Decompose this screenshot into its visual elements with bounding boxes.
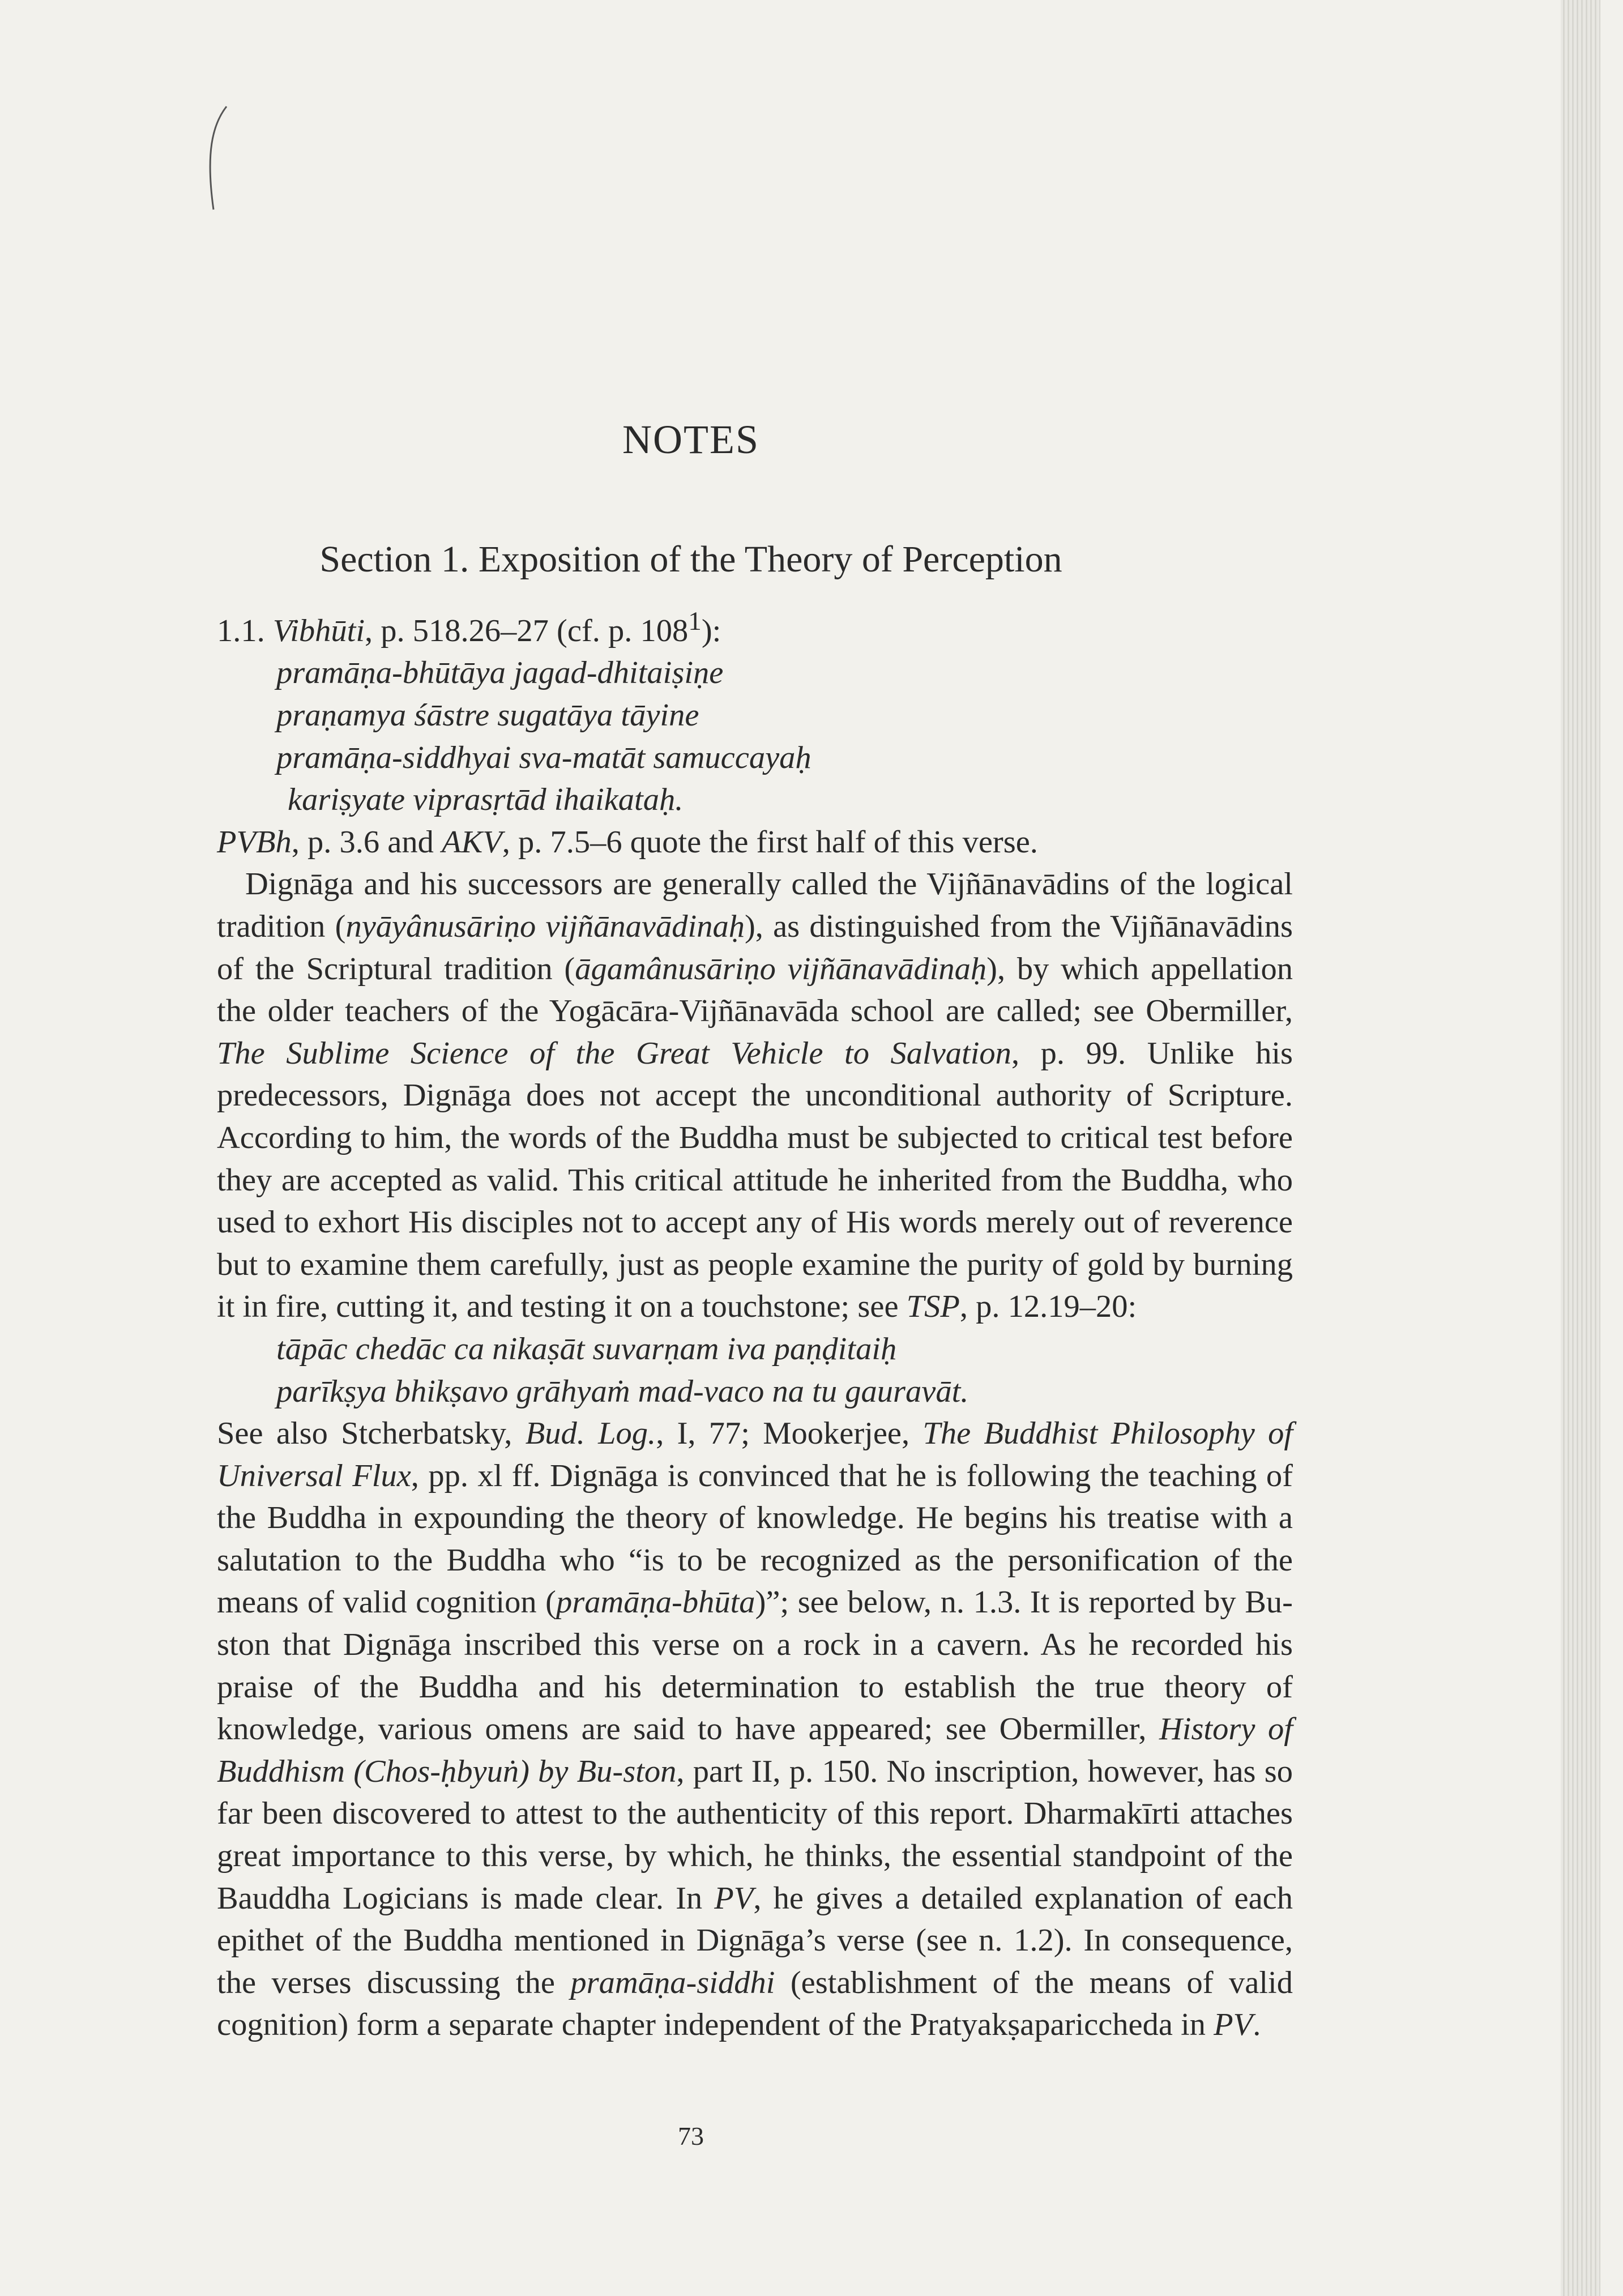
italic-term: āgamânusāriṇo vijñānavādinaḥ	[575, 951, 987, 987]
book-title: The Buddhist Philosophy of Universal Flux	[217, 1416, 1293, 1493]
text-run: )”; see below, n. 1.3. It is reported by Bu-ston that Dignāga inscribed this verse on a rock in a cavern. As he recorded his praise of the Buddha and his determination to establish the true theory of knowledge, various omens are said to have appeared; see Obermiller,	[217, 1585, 1293, 1747]
text-run: , p. 99. Unlike his predecessors, Dignāga does not accept the unconditional authority of Scripture. According to him, the words of the Buddha must be subjected to critical test before they are accepted as valid. This critical attitude he inherited from the Buddha, who used to exhort His disciples not to accept any of His words merely out of reverence but to examine them carefully, just as people examine the purity of gold by burning it in fire, cutting it, and testing it on a touchstone; see	[217, 1035, 1293, 1325]
text-run: , p. 3.6 and	[291, 824, 442, 860]
italic-term: pramāṇa-siddhi	[570, 1965, 775, 2000]
text-run: , pp. xl ff. Dignāga is convinced that he is following the teaching of the Buddha in expounding the theory of knowledge. He begins his treatise with a salutation to the Buddha who “is to be recognized as the personification of the means of valid cognition (	[217, 1458, 1293, 1620]
paragraph-1	[217, 863, 1293, 1328]
text-run: , part II, p. 150. No inscription, however, has so far been discovered to attest to the authenticity of this report. Dharmakīrti attaches great importance to this verse, by which, he thinks, the essential standpoint of the Bauddha Logicians is made clear. In	[217, 1753, 1293, 1916]
notes-body	[217, 600, 1293, 2046]
text-run: See also Stcherbatsky,	[217, 1416, 526, 1452]
abbr-tsp: TSP	[906, 1289, 960, 1325]
verse-block-2	[217, 1328, 1293, 1412]
verse-line: tāpāc chedāc ca nikaṣāt suvarṇam iva paṇḍitaiḥ	[276, 1331, 897, 1367]
book-title: History of Buddhism (Chos-ḥbyuṅ) by Bu-ston	[217, 1712, 1293, 1789]
binding-edge	[1561, 0, 1600, 2296]
verse-line: praṇamya śāstre sugatāya tāyine	[276, 698, 699, 733]
italic-term: nyāyânusāriṇo vijñānavādinaḥ	[345, 908, 745, 944]
italic-term: pramāṇa-bhūta	[556, 1585, 755, 1620]
text-run: , p. 7.5–6 quote the first half of this verse.	[502, 824, 1038, 860]
section-title: Section 1. Exposition of the Theory of Perception	[319, 539, 1062, 580]
abbr-akv: AKV	[442, 824, 502, 860]
note-label: 1.1.	[217, 613, 265, 648]
abbr-pv: PV	[714, 1880, 754, 1916]
paragraph-2	[217, 1412, 1293, 2046]
verse-block-1	[217, 652, 1293, 821]
text-run: Dignāga and his successors are generally called the Vijñānavādins of the logical tradition (	[217, 867, 1293, 944]
note-1-1-header	[217, 600, 1293, 652]
verse-line: parīkṣya bhikṣavo grāhyaṁ mad-vaco na tu gauravāt.	[276, 1373, 969, 1409]
book-title: The Sublime Science of the Great Vehicle to Salvation	[217, 1035, 1011, 1071]
text-run: (establishment of the means of valid cognition) form a separate chapter independent of the Pratyakṣapariccheda in	[217, 1965, 1293, 2043]
text-run: ), as distinguished from the Vijñānavādins of the Scriptural tradition (	[217, 908, 1293, 987]
text-run: , I, 77; Mookerjee,	[656, 1416, 923, 1452]
pvbh-line	[217, 821, 1293, 864]
verse-line: kariṣyate viprasṛtād ihaikataḥ.	[288, 782, 684, 818]
notes-heading: NOTES	[622, 417, 759, 462]
verse-line: pramāṇa-siddhyai sva-matāt samuccayaḥ	[276, 740, 812, 775]
note-ref-sup: 1	[688, 607, 702, 636]
pencil-mark-icon	[201, 102, 235, 215]
abbr-pv: PV	[1214, 2007, 1253, 2043]
text-run: , p. 12.19–20:	[959, 1289, 1137, 1325]
text-run: .	[1253, 2007, 1261, 2043]
text-run: , he gives a detailed explanation of each epithet of the Buddha mentioned in Dignāga’s verse (see n. 1.2). In consequence, the verses discussing the	[217, 1880, 1293, 2000]
abbr-bud-log: Bud. Log.	[525, 1416, 656, 1452]
abbr-pvbh: PVBh	[217, 824, 292, 860]
page-number: 73	[678, 2122, 704, 2150]
note-ref-end: ):	[701, 613, 721, 648]
note-source: Vibhūti	[272, 613, 365, 648]
verse-line: pramāṇa-bhūtāya jagad-dhitaiṣiṇe	[276, 655, 724, 691]
note-ref: , p. 518.26–27 (cf. p. 108	[365, 613, 689, 648]
text-run: ), by which appellation the older teachers of the Yogācāra-Vijñānavāda school are called; see Obermiller,	[217, 951, 1293, 1029]
